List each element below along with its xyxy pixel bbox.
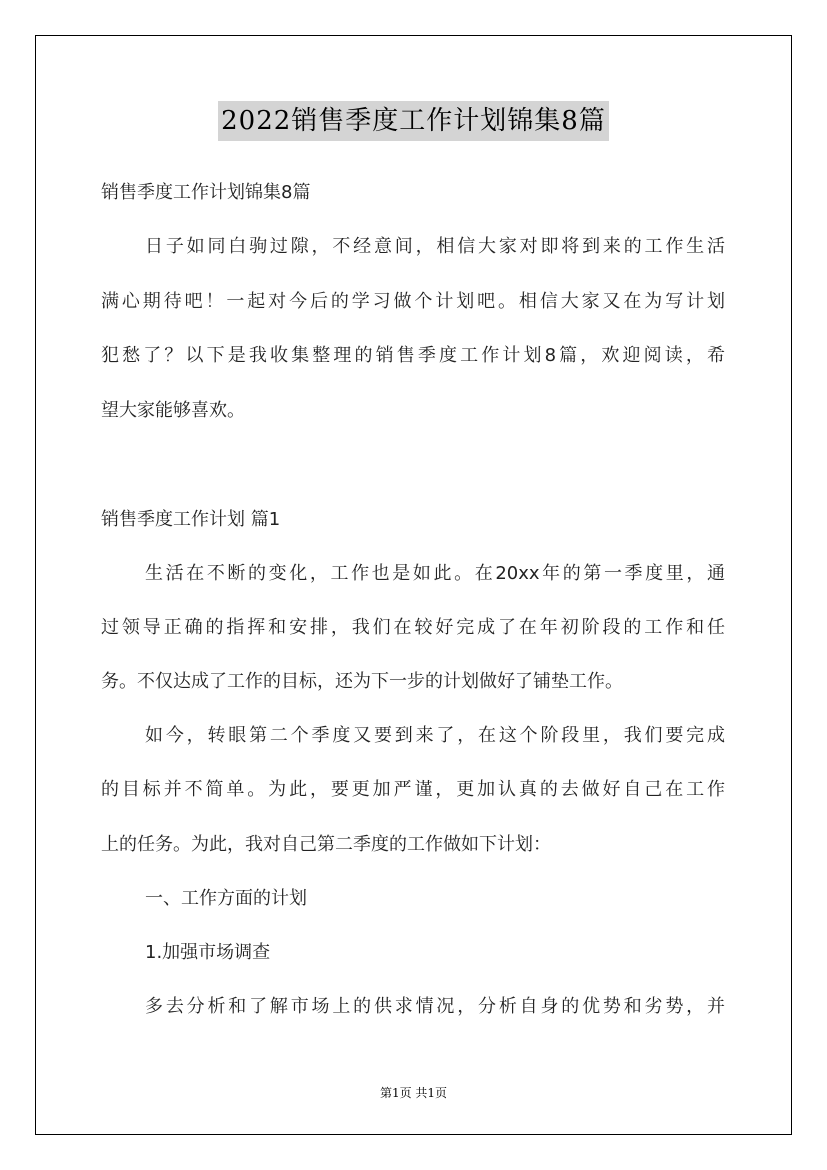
sub-heading: 1.加强市场调查 <box>145 942 271 963</box>
para2-line-3: 上的任务。为此，我对自己第二季度的工作做如下计划： <box>101 834 551 855</box>
para2-line-1: 如今，转眼第二个季度又要到来了，在这个阶段里，我们要完成 <box>145 725 725 746</box>
title-wrap <box>0 101 827 141</box>
para3-line-1: 多去分析和了解市场上的供求情况，分析自身的优势和劣势，并 <box>145 996 725 1017</box>
para1-line-3: 务。不仅达成了工作的目标，还为下一步的计划做好了铺垫工作。 <box>101 671 623 692</box>
intro-line-2: 满心期待吧！一起对今后的学习做个计划吧。相信大家又在为写计划 <box>101 291 725 312</box>
section-heading: 销售季度工作计划 篇1 <box>101 509 281 530</box>
subtitle: 销售季度工作计划锦集8篇 <box>101 182 311 203</box>
document-title: 2022销售季度工作计划锦集8篇 <box>218 101 609 141</box>
intro-line-1: 日子如同白驹过隙，不经意间，相信大家对即将到来的工作生活 <box>145 236 725 257</box>
page-footer: 第1页 共1页 <box>379 1086 448 1100</box>
para1-line-1: 生活在不断的变化，工作也是如此。在20xx年的第一季度里，通 <box>145 563 725 584</box>
intro-line-3: 犯愁了？以下是我收集整理的销售季度工作计划8篇，欢迎阅读，希 <box>101 345 725 366</box>
para2-line-2: 的目标并不简单。为此，要更加严谨，更加认真的去做好自己在工作 <box>101 779 725 800</box>
intro-line-4: 望大家能够喜欢。 <box>101 400 245 421</box>
para1-line-2: 过领导正确的指挥和安排，我们在较好完成了在年初阶段的工作和任 <box>101 617 725 638</box>
item-heading: 一、工作方面的计划 <box>145 888 307 909</box>
